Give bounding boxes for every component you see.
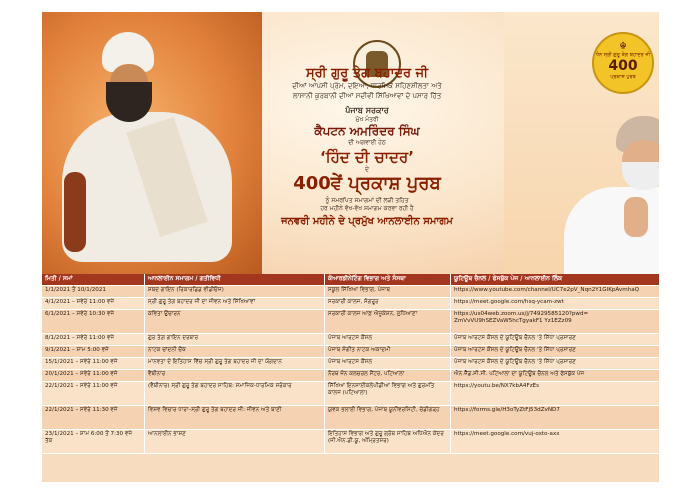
cell-date: 9/1/2021 – ਸ਼ਾਮ 5:00 ਵਜੇ xyxy=(42,346,145,358)
cell-link[interactable]: https://meet.google.com/hsq-ycam-zwt xyxy=(454,299,564,305)
cell-department: ਸਰਕਾਰੀ ਕਾਲਜ ਆਫ਼ ਐਜੂਕੇਸ਼ਨ, ਲੁਧਿਆਣਾ xyxy=(325,310,451,334)
banner xyxy=(42,12,659,274)
cell-event: ਵੈਬੀਨਾਰ xyxy=(145,370,325,382)
cell-event: ਸ਼ਬਦ ਗਾਇਨ (ਰਿਕਾਰਡਿਡ ਵੀਡੀਓਜ਼) xyxy=(145,286,325,298)
samarpit-line: ਨੂੰ ਸਮਰਪਿਤ ਸਮਾਗਮਾਂ ਦੀ ਲੜੀ ਤਹਿਤ xyxy=(325,197,409,204)
header-event: ਆਨਲਾਈਨ ਸਮਾਗਮ / ਗਤੀਵਿਧੀ xyxy=(145,274,325,285)
table-row xyxy=(42,382,659,406)
table-row xyxy=(42,358,659,370)
cell-department: ਇਤਿਹਾਸ ਵਿਭਾਗ ਅਤੇ ਗੁਰੂ ਗ੍ਰੰਥ ਸਾਹਿਬ ਅਧਿਐਨ ਕੇਂਦਰ (ਜੀ.ਐਨ.ਡੀ.ਯੂ, ਅੰਮ੍ਰਿਤਸਰ) xyxy=(325,430,451,454)
table-row xyxy=(42,430,659,454)
table-row xyxy=(42,298,659,310)
cell-link[interactable]: ਐਨ.ਜ਼ੈੱਡ.ਸੀ.ਸੀ. ਪਟਿਆਲਾ ਦਾ ਯੂਟਿਊਬ ਚੈਨਲ ਅਤੇ ਫੇਸਬੁੱਕ ਪੇਜ xyxy=(454,371,585,377)
guru-portrait xyxy=(42,12,262,274)
cell-event: (ਵੈਬੀਨਾਰ) ਸ੍ਰੀ ਗੁਰੂ ਤੇਗ ਬਹਾਦਰ ਸਾਹਿਬ: ਸਮਾਜਿਕ-ਧਾਰਮਿਕ ਸਰੋਕਾਰ xyxy=(145,382,325,406)
cell-department: ਸਿੱਖਿਆ ਇਨਸਾਈਕਲੋਪੀਡੀਆ ਵਿਭਾਗ ਅਤੇ ਗੁਰਮਤਿ ਕਾਲਜ (ਪਟਿਆਲਾ) xyxy=(325,382,451,406)
cell-date: 6/1/2021 – ਸਵੇਰੇ 10:30 ਵਜੇ xyxy=(42,310,145,334)
cell-department: ਪੰਜਾਬ ਆਰਟਸ ਕੌਂਸਲ xyxy=(325,358,451,370)
cell-date: 8/1/2021 – ਸਵੇਰੇ 11:00 ਵਜੇ xyxy=(42,334,145,346)
header-link: ਯੂਟਿਊਬ ਚੈਨਲ / ਫੇਸਬੁੱਕ ਪੇਜ / ਆਨਲਾਈਨ ਲਿੰਕ xyxy=(454,275,563,282)
table-row xyxy=(42,406,659,430)
cell-link[interactable]: ਪੰਜਾਬ ਆਰਟਸ ਕੌਂਸਲ ਦੇ ਯੂਟਿਊਬ ਚੈਨਲ 'ਤੇ ਸਿੱਧਾ ਪ੍ਰਸਾਰਣ xyxy=(454,347,576,353)
cell-department: ਸਕੂਲ ਸਿੱਖਿਆ ਵਿਭਾਗ, ਪੰਜਾਬ xyxy=(325,286,451,298)
guru-sword xyxy=(64,172,86,252)
events-table xyxy=(42,274,659,482)
cm-beard xyxy=(622,162,659,190)
table-row xyxy=(42,286,659,298)
de-label: ਦੇ xyxy=(365,166,369,173)
seal-top-text: ਧੰਨ ਸ੍ਰੀ ਗੁਰੂ ਤੇਗ ਬਹਾਦਰ ਜੀ xyxy=(595,52,651,58)
leadership-label: ਦੀ ਅਗਵਾਈ ਹੇਠ xyxy=(348,139,386,146)
table-row xyxy=(42,346,659,358)
monthly-line: ਹਰ ਮਹੀਨੇ ਵੱਖ-ਵੱਖ ਸਮਾਗਮ ਕਰਵਾ ਰਹੀ ਹੈ xyxy=(320,205,414,212)
cell-event: ਆਨਲਾਈਨ ਭਾਸ਼ਣ xyxy=(145,430,325,454)
cell-date: 4/1/2021 – ਸਵੇਰੇ 11:00 ਵਜੇ xyxy=(42,298,145,310)
cell-link[interactable]: ਪੰਜਾਬ ਆਰਟਸ ਕੌਂਸਲ ਦੇ ਯੂਟਿਊਬ ਚੈਨਲ 'ਤੇ ਸਿੱਧਾ ਪ੍ਰਸਾਰਣ xyxy=(454,335,576,341)
cell-event: ਨਾਟਕ ਚਾਂਦਨੀ ਚੌਕ xyxy=(145,346,325,358)
teachings-line-2: ਲਾਸਾਨੀ ਕੁਰਬਾਨੀ ਦੀਆਂ ਸਦੀਵੀ ਸਿੱਖਿਆਵਾਂ ਦੇ ਪਸਾਰ ਹਿੱਤ xyxy=(292,92,442,100)
january-heading: ਜਨਵਰੀ ਮਹੀਨੇ ਦੇ ਪ੍ਰਮੁੱਖ ਆਨਲਾਈਨ ਸਮਾਗਮ xyxy=(281,216,453,227)
header-date: ਮਿਤੀ / ਸਮਾਂ xyxy=(42,274,145,285)
seal-number: 400 xyxy=(608,58,638,74)
cell-link[interactable]: https://meet.google.com/vuj-osto-axx xyxy=(454,431,560,437)
cell-event: ਸ੍ਰੀ ਗੁਰੂ ਤੇਗ ਬਹਾਦਰ ਜੀ ਦਾ ਜੀਵਨ ਅਤੇ ਸਿੱਖਿਆਵਾਂ xyxy=(145,298,325,310)
cm-name: ਕੈਪਟਨ ਅਮਰਿੰਦਰ ਸਿੰਘ xyxy=(314,124,420,138)
cell-event: ਕਵਿਤਾ ਉਚਾਰਨ xyxy=(145,310,325,334)
cell-date: 1/1/2021 ਤੋਂ 10/1/2021 xyxy=(42,286,145,298)
table-header-row xyxy=(42,274,659,286)
cell-event: ਵਿਸ਼ਵ ਵਿਚਾਰ ਧਾਰਾ–ਸ੍ਰੀ ਗੁਰੂ ਤੇਗ ਬਹਾਦਰ ਜੀ: ਜੀਵਨ ਅਤੇ ਬਾਣੀ xyxy=(145,406,325,430)
cell-department: ਪੰਜਾਬ ਸੰਗੀਤ ਨਾਟਕ ਅਕਾਦਮੀ xyxy=(325,346,451,358)
400th-anniversary-seal xyxy=(592,32,654,94)
cm-label: ਮੁੱਖ ਮੰਤਰੀ xyxy=(355,116,379,123)
cell-department: ਯੁਵਕ ਭਲਾਈ ਵਿਭਾਗ, ਪੰਜਾਬ ਯੂਨੀਵਰਸਿਟੀ, ਚੰਡੀਗੜ੍ਹ xyxy=(325,406,451,430)
cell-date: 22/1/2021 – ਸਵੇਰੇ 11:00 ਵਜੇ xyxy=(42,382,145,406)
cell-event: ਗੁਰ ਤੇਗ਼ ਗਾਇਨ ਦਰਬਾਰ xyxy=(145,334,325,346)
prakash-purab-heading: 400ਵੇਂ ਪ੍ਰਕਾਸ਼ ਪੁਰਬ xyxy=(293,173,441,194)
cell-event: ਮਾਨਵਤਾ ਦੇ ਇਤਿਹਾਸ ਵਿੱਚ ਸ੍ਰੀ ਗੁਰੂ ਤੇਗ ਬਹਾਦਰ ਜੀ ਦਾ ਯੋਗਦਾਨ xyxy=(145,358,325,370)
cell-link[interactable]: https://us04web.zoom.us/j/74929585120?pwd= ZmVvVU9hSEZVaW5hcTgyakF1 Yz1EZz09 xyxy=(454,311,589,324)
poster xyxy=(42,12,659,482)
government-label: ਪੰਜਾਬ ਸਰਕਾਰ xyxy=(345,106,389,115)
table-row xyxy=(42,370,659,382)
teachings-line-1: ਦੀਆਂ ਆਪਸੀ ਪ੍ਰੇਮ, ਦਇਆ, ਧਾਰਮਿਕ ਸਹਿਣਸ਼ੀਲਤਾ ਅਤੇ xyxy=(292,82,442,90)
cell-department: ਪੰਜਾਬ ਆਰਟਸ ਕੌਂਸਲ xyxy=(325,334,451,346)
khanda-icon: ☬ xyxy=(619,41,627,52)
cell-department: ਨੌਰਥ ਜ਼ੋਨ ਕਲਚਰਲ ਸੈਂਟਰ, ਪਟਿਆਲਾ xyxy=(325,370,451,382)
guru-title: ਸ੍ਰੀ ਗੁਰੂ ਤੇਗ ਬਹਾਦਰ ਜੀ xyxy=(305,66,429,81)
cell-date: 20/1/2021 – ਸਵੇਰੇ 11:00 ਵਜੇ xyxy=(42,370,145,382)
hind-di-chadar: ‘ਹਿੰਦ ਦੀ ਚਾਦਰ’ xyxy=(320,148,414,166)
cell-link[interactable]: https://youtu.be/NX7kbA4FzEs xyxy=(454,383,540,389)
header-department: ਕੋਆਰਡੀਨੇਟਿੰਗ ਵਿਭਾਗ ਅਤੇ ਸੰਸਥਾ xyxy=(325,274,451,285)
cell-link[interactable]: https://www.youtube.com/channel/UC7e2pV_Nqn2Y1GIKpAvmhaQ xyxy=(454,287,640,293)
seal-bottom-text: ਪ੍ਰਕਾਸ਼ ਪੁਰਬ xyxy=(610,74,636,80)
cell-department: ਸਰਕਾਰੀ ਕਾਲਜ, ਸੰਗਰੂਰ xyxy=(325,298,451,310)
table-row xyxy=(42,310,659,334)
cell-date: 22/1/2021 – ਸਵੇਰੇ 11:30 ਵਜੇ xyxy=(42,406,145,430)
cm-folded-hands xyxy=(624,197,648,237)
cell-date: 15/1/2021 – ਸਵੇਰੇ 11:00 ਵਜੇ xyxy=(42,358,145,370)
cell-link[interactable]: https://forms.gle/H3oTyZtFj53dZvND7 xyxy=(454,407,560,413)
cell-date: 23/1/2021 – ਸ਼ਾਮ 6:00 ਤੋਂ 7:30 ਵਜੇ ਤੱਕ xyxy=(42,430,145,454)
table-row xyxy=(42,334,659,346)
cell-link[interactable]: ਪੰਜਾਬ ਆਰਟਸ ਕੌਂਸਲ ਦੇ ਯੂਟਿਊਬ ਚੈਨਲ 'ਤੇ ਸਿੱਧਾ ਪ੍ਰਸਾਰਣ xyxy=(454,359,576,365)
